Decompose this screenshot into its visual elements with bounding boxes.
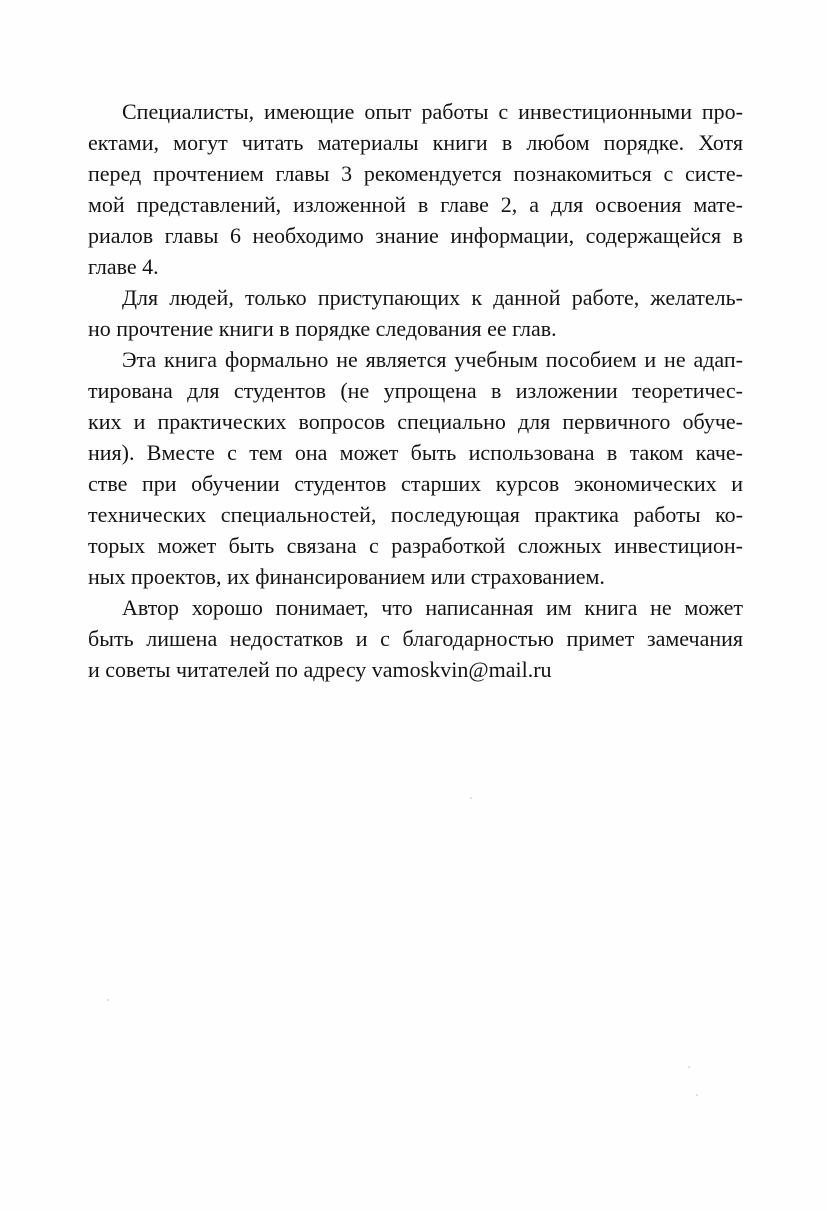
text-line: перед прочтением главы 3 рекомендуется познакомиться с систе-: [88, 161, 743, 186]
text-line: риалов главы 6 необходимо знание информации, содержащейся в: [88, 223, 743, 248]
text-line: мой представлений, изложенной в главе 2, а для освоения мате-: [88, 192, 743, 217]
text-line: торых может быть связана с разработкой сложных инвестицион-: [88, 533, 743, 558]
text-line: и советы читателей по адресу vamoskvin@mail.ru: [88, 657, 552, 682]
scan-speck: [470, 797, 472, 799]
text-line: ких и практических вопросов специально для первичного обуче-: [88, 409, 743, 434]
text-line: ния). Вместе с тем она может быть использована в таком каче-: [88, 440, 743, 465]
text-line: Для людей, только приступающих к данной работе, желатель-: [122, 285, 743, 310]
scan-speck: [696, 1094, 698, 1096]
scan-speck: [107, 999, 109, 1001]
text-line: технических специальностей, последующая практика работы ко-: [88, 502, 743, 527]
paragraph-2: [88, 282, 743, 344]
body-text: [88, 96, 743, 685]
text-line: главе 4.: [88, 254, 159, 279]
text-line: ектами, могут читать материалы книги в любом порядке. Хотя: [88, 130, 743, 155]
scan-speck: [688, 1066, 690, 1068]
text-line: Специалисты, имеющие опыт работы с инвестиционными про-: [122, 99, 743, 124]
text-line: Эта книга формально не является учебным пособием и не адап-: [122, 347, 743, 372]
text-line: Автор хорошо понимает, что написанная им книга не может: [122, 595, 743, 620]
text-line: тирована для студентов (не упрощена в изложении теоретичес-: [88, 378, 743, 403]
text-line: ных проектов, их финансированием или страхованием.: [88, 564, 605, 589]
text-line: стве при обучении студентов старших курсов экономических и: [88, 471, 743, 496]
paragraph-3: [88, 344, 743, 592]
text-line: быть лишена недостатков и с благодарностью примет замечания: [88, 626, 743, 651]
paragraph-4: [88, 592, 743, 685]
text-line: но прочтение книги в порядке следования ее глав.: [88, 316, 557, 341]
paragraph-1: [88, 96, 743, 282]
